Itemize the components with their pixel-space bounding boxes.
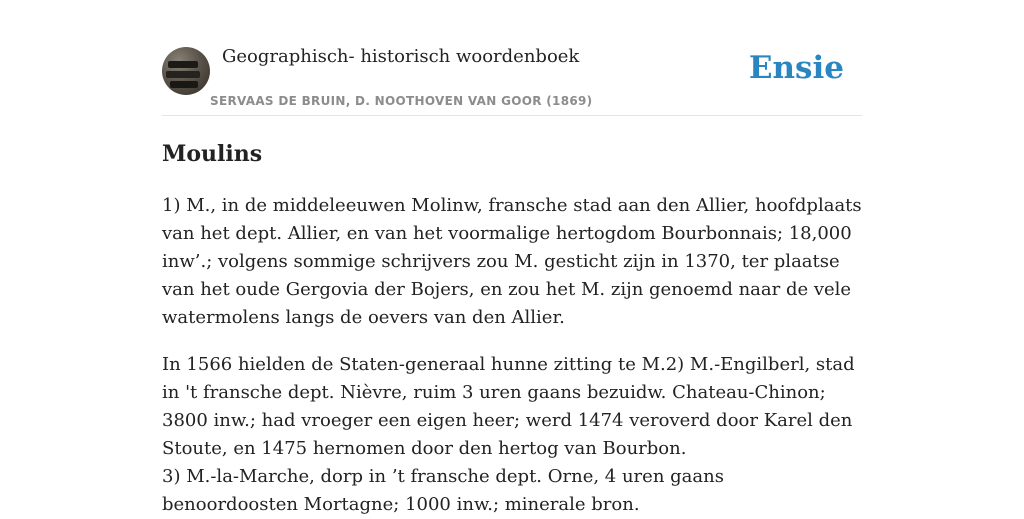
entry-paragraph-text: 3) M.-la-Marche, dorp in ’t fransche dept. Orne, 4 uren gaans benoordoosten Mortagne; 1000 inw.; minerale bron.: [162, 466, 724, 515]
entry-paragraph: [162, 192, 862, 332]
book-header: [162, 0, 862, 116]
entry-paragraph-text: In 1566 hielden de Staten-generaal hunne zitting te M.2) M.-Engilberl, stad in 't fransche dept. Nièvre, ruim 3 uren gaans bezuidw. Chateau-Chinon; 3800 inw.; had vroeger een eigen heer; werd 1474 veroverd door Karel den Stoute, en 1475 hernomen door den hertog van Bourbon.: [162, 354, 855, 459]
book-cover-avatar[interactable]: [162, 47, 210, 95]
entry-paragraph: [162, 351, 862, 519]
book-title[interactable]: Geographisch- historisch woordenboek: [222, 46, 580, 67]
page: [162, 0, 862, 515]
entry-title: Moulins: [162, 141, 263, 167]
entry-body: [162, 192, 862, 519]
entry-paragraph-text: 1) M., in de middeleeuwen Molinw, fransche stad aan den Allier, hoofdplaats van het dept. Allier, en van het voormalige hertogdom Bourbonnais; 18,000 inw’.; volgens sommige schrijvers zou M. gesticht zijn in 1370, ter plaatse van het oude Gergovia der Bojers, en zou het M. zijn genoemd naar de vele watermolens langs de oevers van den Allier.: [162, 195, 862, 328]
book-authors: SERVAAS DE BRUIN, D. NOOTHOVEN VAN GOOR (1869): [210, 94, 593, 108]
ensie-logo[interactable]: Ensie: [748, 50, 844, 86]
